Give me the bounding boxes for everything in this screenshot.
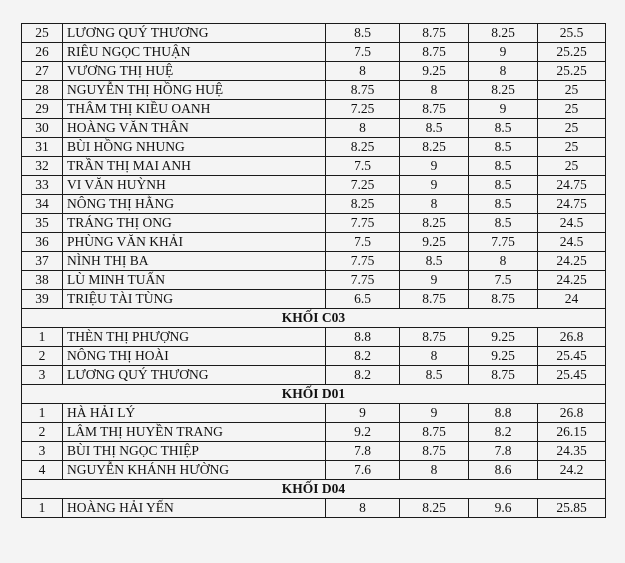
total-score: 25.45 bbox=[538, 347, 606, 366]
total-score: 25 bbox=[538, 157, 606, 176]
score-3: 8 bbox=[469, 62, 538, 81]
total-score: 25.25 bbox=[538, 43, 606, 62]
student-name: VƯƠNG THỊ HUỆ bbox=[63, 62, 326, 81]
table-row bbox=[22, 157, 606, 176]
score-3: 9.25 bbox=[469, 347, 538, 366]
score-2: 9 bbox=[400, 271, 469, 290]
score-1: 8.5 bbox=[326, 24, 400, 43]
score-1: 8.2 bbox=[326, 366, 400, 385]
total-score: 25.45 bbox=[538, 366, 606, 385]
section-heading-row bbox=[22, 480, 606, 499]
score-1: 7.5 bbox=[326, 233, 400, 252]
row-number: 27 bbox=[22, 62, 63, 81]
table-row bbox=[22, 62, 606, 81]
student-name: TRIỆU TÀI TÙNG bbox=[63, 290, 326, 309]
score-3: 9 bbox=[469, 43, 538, 62]
total-score: 24.2 bbox=[538, 461, 606, 480]
section-heading: KHỐI D01 bbox=[22, 385, 606, 404]
section-heading-row bbox=[22, 309, 606, 328]
student-name: LƯƠNG QUÝ THƯƠNG bbox=[63, 24, 326, 43]
score-3: 9.25 bbox=[469, 328, 538, 347]
score-1: 9 bbox=[326, 404, 400, 423]
total-score: 25.5 bbox=[538, 24, 606, 43]
row-number: 29 bbox=[22, 100, 63, 119]
score-2: 9 bbox=[400, 404, 469, 423]
table-row bbox=[22, 138, 606, 157]
student-name: THÈN THỊ PHƯỢNG bbox=[63, 328, 326, 347]
student-name: PHÙNG VĂN KHẢI bbox=[63, 233, 326, 252]
score-3: 8.5 bbox=[469, 119, 538, 138]
total-score: 26.8 bbox=[538, 328, 606, 347]
table-row bbox=[22, 24, 606, 43]
total-score: 24.35 bbox=[538, 442, 606, 461]
row-number: 2 bbox=[22, 347, 63, 366]
total-score: 25 bbox=[538, 100, 606, 119]
score-2: 8.75 bbox=[400, 423, 469, 442]
table-row bbox=[22, 195, 606, 214]
table-row bbox=[22, 499, 606, 518]
score-1: 8 bbox=[326, 62, 400, 81]
row-number: 38 bbox=[22, 271, 63, 290]
score-3: 8.25 bbox=[469, 24, 538, 43]
score-1: 6.5 bbox=[326, 290, 400, 309]
score-2: 9.25 bbox=[400, 62, 469, 81]
table-row bbox=[22, 271, 606, 290]
student-name: HOÀNG HẢI YẾN bbox=[63, 499, 326, 518]
student-name: LƯƠNG QUÝ THƯƠNG bbox=[63, 366, 326, 385]
row-number: 26 bbox=[22, 43, 63, 62]
row-number: 28 bbox=[22, 81, 63, 100]
row-number: 33 bbox=[22, 176, 63, 195]
score-2: 8.25 bbox=[400, 214, 469, 233]
student-name: RIÊU NGỌC THUẬN bbox=[63, 43, 326, 62]
section-heading: KHỐI D04 bbox=[22, 480, 606, 499]
student-name: HÀ HẢI LÝ bbox=[63, 404, 326, 423]
table-row bbox=[22, 423, 606, 442]
score-3: 7.75 bbox=[469, 233, 538, 252]
score-3: 8.5 bbox=[469, 195, 538, 214]
student-name: NÔNG THỊ HẰNG bbox=[63, 195, 326, 214]
score-3: 8.8 bbox=[469, 404, 538, 423]
score-1: 7.6 bbox=[326, 461, 400, 480]
score-2: 8 bbox=[400, 195, 469, 214]
total-score: 24.75 bbox=[538, 195, 606, 214]
score-2: 8.75 bbox=[400, 328, 469, 347]
score-table-container bbox=[21, 23, 605, 518]
total-score: 25.25 bbox=[538, 62, 606, 81]
score-2: 8.25 bbox=[400, 138, 469, 157]
score-1: 8.25 bbox=[326, 195, 400, 214]
row-number: 1 bbox=[22, 328, 63, 347]
score-1: 8.25 bbox=[326, 138, 400, 157]
score-1: 8.75 bbox=[326, 81, 400, 100]
table-row bbox=[22, 290, 606, 309]
score-3: 8.2 bbox=[469, 423, 538, 442]
student-name: TRẦN THỊ MAI ANH bbox=[63, 157, 326, 176]
student-name: NGUYỄN KHÁNH HƯỜNG bbox=[63, 461, 326, 480]
score-table bbox=[21, 23, 606, 518]
row-number: 30 bbox=[22, 119, 63, 138]
score-3: 8.5 bbox=[469, 214, 538, 233]
table-row bbox=[22, 366, 606, 385]
table-row bbox=[22, 81, 606, 100]
row-number: 39 bbox=[22, 290, 63, 309]
row-number: 1 bbox=[22, 499, 63, 518]
table-row bbox=[22, 119, 606, 138]
student-name: NÌNH THỊ BA bbox=[63, 252, 326, 271]
student-name: HOÀNG VĂN THÂN bbox=[63, 119, 326, 138]
score-2: 8 bbox=[400, 461, 469, 480]
section-heading: KHỐI C03 bbox=[22, 309, 606, 328]
score-3: 9 bbox=[469, 100, 538, 119]
row-number: 3 bbox=[22, 366, 63, 385]
total-score: 24.5 bbox=[538, 233, 606, 252]
score-1: 7.25 bbox=[326, 100, 400, 119]
score-2: 8.75 bbox=[400, 290, 469, 309]
score-3: 8.5 bbox=[469, 176, 538, 195]
score-3: 8.75 bbox=[469, 290, 538, 309]
row-number: 32 bbox=[22, 157, 63, 176]
student-name: THÂM THỊ KIỀU OANH bbox=[63, 100, 326, 119]
score-1: 7.75 bbox=[326, 214, 400, 233]
student-name: NÔNG THỊ HOÀI bbox=[63, 347, 326, 366]
score-2: 9.25 bbox=[400, 233, 469, 252]
table-row bbox=[22, 442, 606, 461]
row-number: 1 bbox=[22, 404, 63, 423]
total-score: 26.8 bbox=[538, 404, 606, 423]
total-score: 25 bbox=[538, 119, 606, 138]
table-row bbox=[22, 347, 606, 366]
total-score: 26.15 bbox=[538, 423, 606, 442]
score-2: 8.5 bbox=[400, 366, 469, 385]
total-score: 25 bbox=[538, 138, 606, 157]
score-1: 7.25 bbox=[326, 176, 400, 195]
student-name: LÙ MINH TUẤN bbox=[63, 271, 326, 290]
score-2: 8 bbox=[400, 81, 469, 100]
score-2: 8.75 bbox=[400, 24, 469, 43]
table-row bbox=[22, 100, 606, 119]
row-number: 4 bbox=[22, 461, 63, 480]
total-score: 24.75 bbox=[538, 176, 606, 195]
score-2: 9 bbox=[400, 176, 469, 195]
table-row bbox=[22, 404, 606, 423]
score-2: 8.5 bbox=[400, 252, 469, 271]
score-1: 7.5 bbox=[326, 157, 400, 176]
score-2: 8 bbox=[400, 347, 469, 366]
total-score: 25 bbox=[538, 81, 606, 100]
student-name: BÙI THỊ NGỌC THIỆP bbox=[63, 442, 326, 461]
score-3: 8.5 bbox=[469, 157, 538, 176]
score-3: 8.6 bbox=[469, 461, 538, 480]
student-name: NGUYỄN THỊ HỒNG HUỆ bbox=[63, 81, 326, 100]
row-number: 34 bbox=[22, 195, 63, 214]
total-score: 24 bbox=[538, 290, 606, 309]
score-3: 8.25 bbox=[469, 81, 538, 100]
table-row bbox=[22, 176, 606, 195]
row-number: 31 bbox=[22, 138, 63, 157]
total-score: 24.25 bbox=[538, 271, 606, 290]
score-2: 8.75 bbox=[400, 100, 469, 119]
row-number: 2 bbox=[22, 423, 63, 442]
total-score: 24.5 bbox=[538, 214, 606, 233]
score-1: 9.2 bbox=[326, 423, 400, 442]
table-row bbox=[22, 328, 606, 347]
student-name: VI VĂN HUỲNH bbox=[63, 176, 326, 195]
score-3: 8.75 bbox=[469, 366, 538, 385]
table-row bbox=[22, 43, 606, 62]
score-3: 8.5 bbox=[469, 138, 538, 157]
score-2: 8.25 bbox=[400, 499, 469, 518]
score-1: 7.75 bbox=[326, 271, 400, 290]
table-row bbox=[22, 214, 606, 233]
student-name: TRÁNG THỊ ONG bbox=[63, 214, 326, 233]
score-1: 7.75 bbox=[326, 252, 400, 271]
score-3: 8 bbox=[469, 252, 538, 271]
score-1: 8.8 bbox=[326, 328, 400, 347]
section-heading-row bbox=[22, 385, 606, 404]
table-row bbox=[22, 252, 606, 271]
table-row bbox=[22, 233, 606, 252]
score-1: 8 bbox=[326, 119, 400, 138]
score-3: 7.5 bbox=[469, 271, 538, 290]
student-name: LÂM THỊ HUYỀN TRANG bbox=[63, 423, 326, 442]
table-row bbox=[22, 461, 606, 480]
score-2: 9 bbox=[400, 157, 469, 176]
score-1: 8.2 bbox=[326, 347, 400, 366]
score-1: 7.5 bbox=[326, 43, 400, 62]
score-table-body bbox=[22, 24, 606, 518]
score-1: 8 bbox=[326, 499, 400, 518]
score-2: 8.75 bbox=[400, 43, 469, 62]
score-1: 7.8 bbox=[326, 442, 400, 461]
score-3: 7.8 bbox=[469, 442, 538, 461]
total-score: 24.25 bbox=[538, 252, 606, 271]
score-2: 8.75 bbox=[400, 442, 469, 461]
row-number: 35 bbox=[22, 214, 63, 233]
row-number: 3 bbox=[22, 442, 63, 461]
student-name: BÙI HỒNG NHUNG bbox=[63, 138, 326, 157]
total-score: 25.85 bbox=[538, 499, 606, 518]
score-2: 8.5 bbox=[400, 119, 469, 138]
row-number: 25 bbox=[22, 24, 63, 43]
row-number: 36 bbox=[22, 233, 63, 252]
score-3: 9.6 bbox=[469, 499, 538, 518]
row-number: 37 bbox=[22, 252, 63, 271]
